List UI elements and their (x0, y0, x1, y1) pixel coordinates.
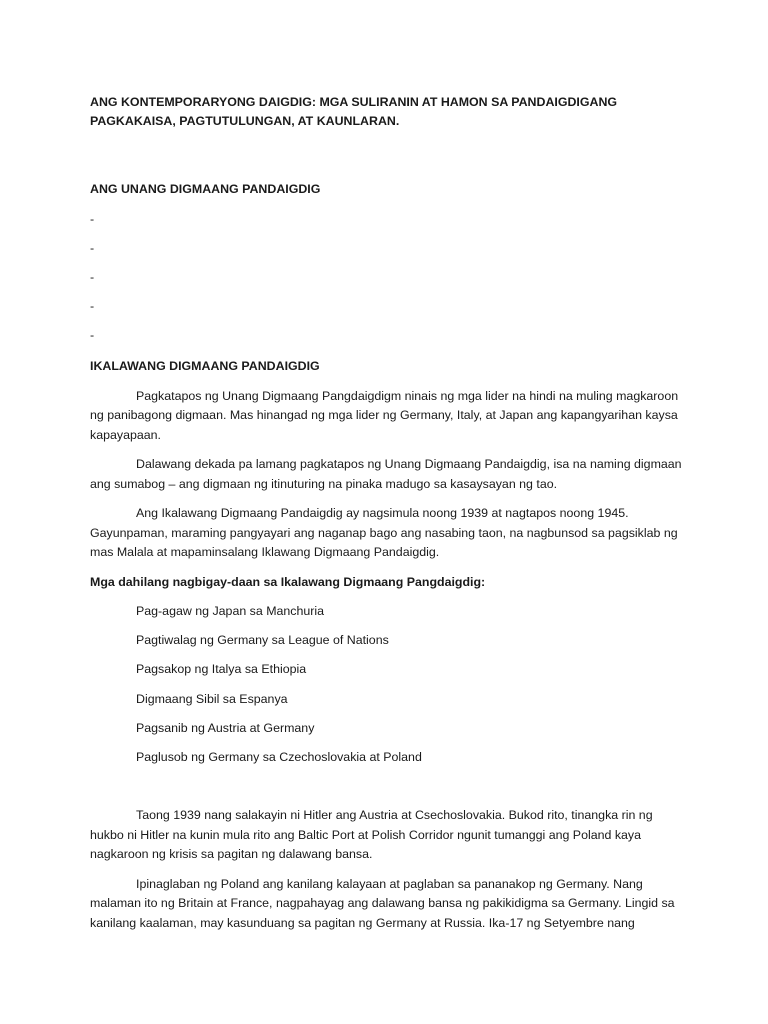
paragraph: Taong 1939 nang salakayin ni Hitler ang Austria at Csechoslovakia. Bukod rito, tinangka rin ng hukbo ni Hitler na kunin mula rito ang Baltic Port at Polish Corridor ngunit tumanggi ang Poland kaya nagkaroon ng krisis sa pagitan ng dalawang bansa. (90, 808, 653, 862)
cause-item: Paglusob ng Germany sa Czechoslovakia at Poland (136, 749, 422, 764)
cause-item: Pagtiwalag ng Germany sa League of Nations (136, 633, 389, 648)
spacer (90, 777, 688, 806)
paragraph: Dalawang dekada pa lamang pagkatapos ng Unang Digmaang Pandaigdig, isa na naming digmaan ang sumabog – ang digmaan ng itinuturing na pinaka madugo sa kasaysayan ng tao. (90, 457, 682, 491)
causes-list (90, 602, 688, 767)
dash-item: - (90, 240, 95, 255)
causes-title: Mga dahilang nagbigay-daan sa Ikalawang Digmaang Pangdaigdig: (90, 574, 486, 589)
dash-list (90, 210, 688, 346)
cause-item: Pagsakop ng Italya sa Ethiopia (136, 662, 307, 677)
dash-item: - (90, 298, 95, 313)
cause-item: Pagsanib ng Austria at Germany (136, 720, 315, 735)
main-title: ANG KONTEMPORARYONG DAIGDIG: MGA SULIRANIN AT HAMON SA PANDAIGDIGANG PAGKAKAISA, PAGTUTULUNGAN, AT KAUNLARAN. (90, 95, 618, 128)
dash-item: - (90, 327, 95, 342)
paragraph: Pagkatapos ng Unang Digmaang Pangdaigdigm ninais ng mga lider na hindi na muling magkaroon ng panibagong digmaan. Mas hinangad ng mga lider ng Germany, Italy, at Japan ang kapangyarihan kaysa kapayapaan. (90, 388, 679, 442)
paragraph: Ang Ikalawang Digmaang Pandaigdig ay nagsimula noong 1939 at nagtapos noong 1945. Gayunpaman, maraming pangyayari ang naganap bago ang nasabing taon, na nagbunsod sa pagsiklab ng mas Malala at mapaminsalang Iklawang Digmaang Pandaigdig. (90, 506, 678, 559)
dash-item: - (90, 211, 95, 226)
cause-item: Pag-agaw ng Japan sa Manchuria (136, 604, 325, 618)
cause-item: Digmaang Sibil sa Espanya (136, 691, 288, 706)
dash-item: - (90, 269, 95, 284)
paragraph: Ipinaglaban ng Poland ang kanilang kalayaan at paglaban sa pananakop ng Germany. Nang malaman ito ng Britain at France, nagpahayag ang dalawang bansa ng pakikidigma sa Germany. Lingid sa kanilang kaalaman, may kasunduang sa pagitan ng Germany at Russia. Ika-17 ng Setyembre nang (90, 876, 675, 930)
section-title-second-world-war: IKALAWANG DIGMAANG PANDAIGDIG (90, 359, 320, 373)
section-title-first-world-war: ANG UNANG DIGMAANG PANDAIGDIG (90, 182, 321, 196)
